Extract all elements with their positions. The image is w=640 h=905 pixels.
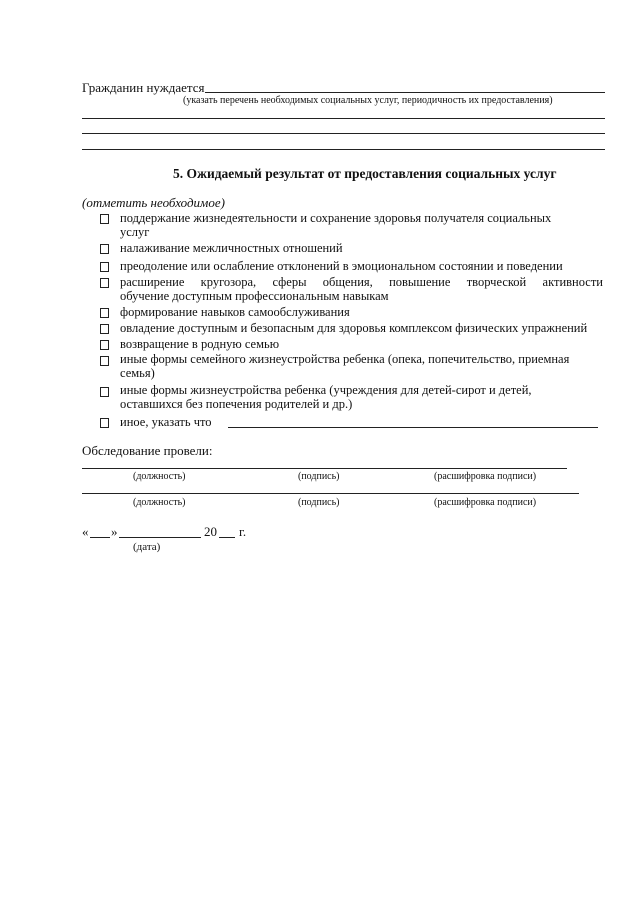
checkbox-emotional[interactable] [100,262,109,272]
checkbox-horizons[interactable] [100,278,109,288]
checkbox-family-return[interactable] [100,340,109,350]
item-text: оставшихся без попечения родителей и др.) [120,397,353,411]
date-open-quote: « [82,524,89,539]
needs-input-line-1[interactable] [205,92,605,93]
item-text: обучение доступным профессиональным навыкам [120,289,389,303]
position-caption: (должность) [133,497,186,508]
date-month-line[interactable] [119,537,201,538]
date-year-line[interactable] [219,537,235,538]
item-text: налаживание межличностных отношений [120,241,343,255]
date-day-line[interactable] [90,537,110,538]
needs-input-line-3[interactable] [82,133,605,134]
item-family-forms [120,352,590,380]
checkbox-physical[interactable] [100,324,109,334]
needs-label: Гражданин нуждается [82,80,205,95]
item-text: овладение доступным и безопасным для здоровья комплексом физических упражнений [120,321,588,335]
checkbox-other[interactable] [100,418,109,428]
signature-caption: (подпись) [298,471,340,482]
item-text: иные формы жизнеустройства ребенка (учреждения для детей-сирот и детей, [120,383,532,397]
section-note: (отметить необходимое) [82,195,225,210]
date-year-prefix: 20 [204,524,217,539]
decoding-caption: (расшифровка подписи) [434,471,537,482]
item-text: иные формы семейного жизнеустройства ребенка (опека, попечительство, приемная [120,352,570,366]
checkbox-relations[interactable] [100,244,109,254]
item-horizons [120,275,603,303]
item-text: расширение кругозора, сферы общения, повышение творческой активности [120,275,603,289]
date-close-quote: » [111,524,118,539]
checkbox-institution[interactable] [100,387,109,397]
item-institution [120,383,590,411]
position-caption: (должность) [133,471,186,482]
decoding-caption: (расшифровка подписи) [434,497,537,508]
item-text: возвращение в родную семью [120,337,280,351]
signature-line-2[interactable] [82,493,579,494]
date-year-suffix: г. [239,524,247,539]
item-text: иное, указать что [120,415,212,429]
date-caption: (дата) [133,541,161,553]
signature-caption: (подпись) [298,497,340,508]
needs-input-line-4[interactable] [82,149,605,150]
needs-hint: (указать перечень необходимых социальных услуг, периодичность их предоставления) [183,95,553,106]
item-life-support [120,211,590,239]
item-text: услуг [120,225,150,239]
checkbox-family-forms[interactable] [100,356,109,366]
item-text: семья) [120,366,155,380]
item-text: формирование навыков самообслуживания [120,305,350,319]
needs-input-line-2[interactable] [82,118,605,119]
item-text: преодоление или ослабление отклонений в эмоциональном состоянии и поведении [120,259,563,273]
item-text: поддержание жизнедеятельности и сохранение здоровья получателя социальных [120,211,552,225]
checkbox-life-support[interactable] [100,214,109,224]
signature-line-1[interactable] [82,468,567,469]
other-input-line[interactable] [228,427,598,428]
checkbox-self-service[interactable] [100,308,109,318]
inspection-label: Обследование провели: [82,443,213,458]
section-title: 5. Ожидаемый результат от предоставления социальных услуг [173,166,557,181]
